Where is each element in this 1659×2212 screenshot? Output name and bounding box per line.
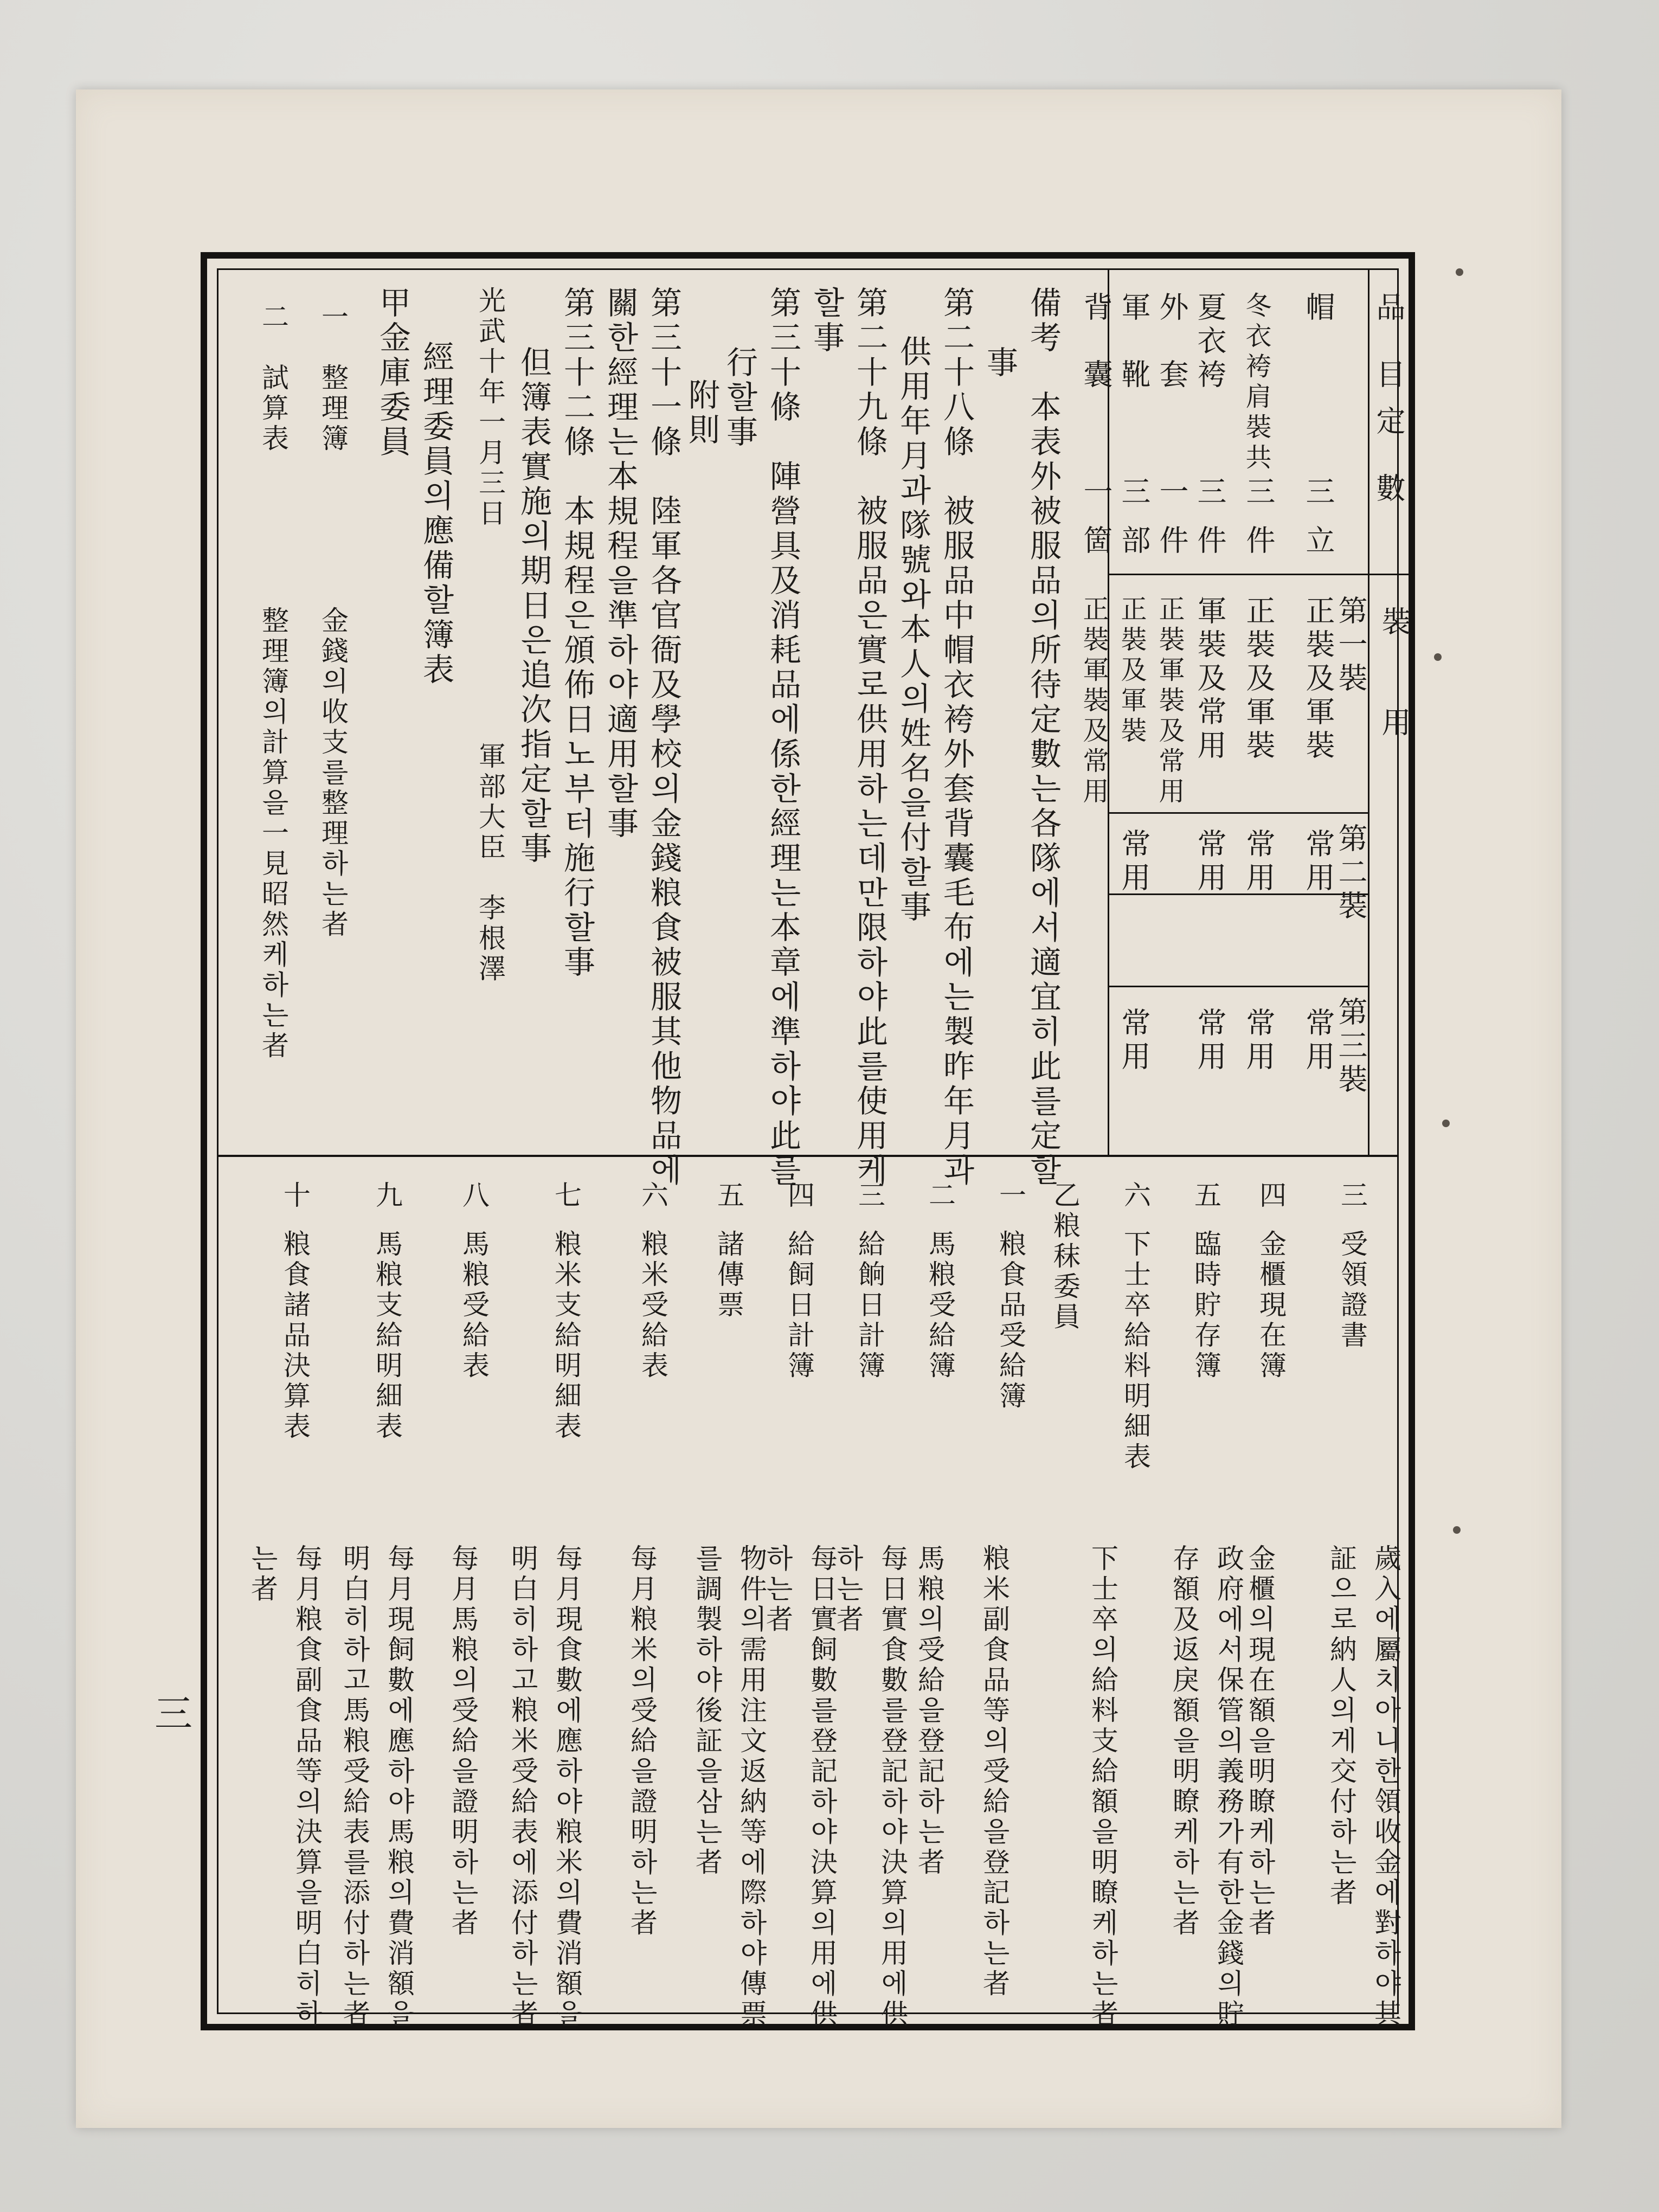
entry-description: 粮米副食品等의受給을登記하는者 <box>979 1544 1010 1999</box>
row-unit: 件 <box>1242 525 1276 558</box>
entry-name: 給飼日計簿 <box>783 1230 815 1381</box>
section-divider <box>218 1155 1397 1157</box>
row-third: 常用 <box>1301 1007 1335 1075</box>
entry-number: 七 <box>550 1181 582 1211</box>
entry-description: 政府에서保管의義務가有한金錢의貯存額及返戾額을明瞭케하는者 <box>1168 1544 1244 2030</box>
section-heading: 經理委員의應備할簿表 <box>417 340 454 687</box>
entry-number: 一 <box>995 1181 1026 1211</box>
entry-name: 諸傳票 <box>713 1230 744 1321</box>
article-line: 但簿表實施의期日은追次指定할事 <box>515 346 552 866</box>
row-first: 正裝及軍裝 <box>1301 595 1335 763</box>
row-item: 夏衣袴 <box>1193 292 1227 393</box>
entry-name: 粮食品受給簿 <box>995 1230 1026 1412</box>
row-quota: 一 <box>1079 476 1113 510</box>
row-item: 軍 靴 <box>1117 292 1151 393</box>
entry-number: 八 <box>458 1181 490 1211</box>
page-number: 三 <box>155 1692 192 1736</box>
entry-name: 給餉日計簿 <box>854 1230 885 1381</box>
row-item: 背 囊 <box>1079 292 1113 393</box>
row-quota: 三 <box>1242 476 1276 510</box>
row-first: 正裝軍裝及常用 <box>1078 595 1109 808</box>
entry-description: 馬粮의受給을登記하는者 <box>914 1544 945 1878</box>
header-second: 第二裝 <box>1334 823 1368 924</box>
note-line: 事 <box>981 346 1018 381</box>
page-frame <box>201 252 1415 2030</box>
entry-name: 臨時貯存簿 <box>1190 1230 1221 1381</box>
article-line: 第三十一條 陸軍各官衙及學校의金錢粮食被服其他物品에 <box>645 286 682 1188</box>
ledger-entry: 二 試算表 整理簿의計算을一見昭然케하는者 <box>258 303 289 1062</box>
entry-description: 每日實飼數를登記하야決算의用에供하는者 <box>762 1544 838 2030</box>
entry-description: 每月粮米의受給을證明하는者 <box>626 1544 658 1939</box>
row-second: 常用 <box>1117 828 1151 896</box>
row-quota: 三 <box>1301 476 1335 510</box>
row-unit: 件 <box>1193 525 1227 558</box>
entry-description: 每日實食數를登記하야決算의用에供하는者 <box>832 1544 908 2030</box>
row-third: 常用 <box>1117 1007 1151 1075</box>
entry-description: 每月馬粮의受給을證明하는者 <box>447 1544 479 1939</box>
date-signature-line: 光武十年一月三日 軍部大臣 李根澤 <box>474 286 506 985</box>
header-third: 第三裝 <box>1334 996 1368 1097</box>
entry-number: 六 <box>637 1181 668 1211</box>
entry-number: 十 <box>279 1181 311 1211</box>
row-quota: 三 <box>1117 476 1151 510</box>
row-second: 常用 <box>1193 828 1227 896</box>
entry-number: 四 <box>1255 1181 1287 1211</box>
header-quota: 定 數 <box>1372 406 1406 506</box>
entry-number: 三 <box>854 1181 885 1211</box>
note-line: 備考 本表外被服品의所待定數는各隊에서適宜히此를定할 <box>1025 286 1062 1188</box>
entry-name: 金櫃現在簿 <box>1255 1230 1287 1381</box>
entry-description: 下士卒의給料支給額을明瞭케하는者 <box>1087 1544 1118 2030</box>
entry-description: 每月現飼數에應하야馬粮의費消額을明白히하고馬粮受給表를添付하는者 <box>339 1544 415 2030</box>
article-line: 行할事 <box>721 346 758 450</box>
row-quota: 一 <box>1155 476 1189 510</box>
row-third: 常用 <box>1242 1007 1276 1075</box>
entry-number: 九 <box>371 1181 403 1211</box>
entry-description: 每月現食數에應하야粮米의費消額을明白히하고粮米受給表에添付하는者 <box>507 1544 583 2030</box>
row-unit: 部 <box>1117 525 1151 558</box>
entry-number: 五 <box>1190 1181 1221 1211</box>
row-item: 帽 <box>1301 292 1335 325</box>
entry-name: 馬粮受給簿 <box>924 1230 956 1381</box>
header-usage: 裝 用 <box>1377 606 1411 741</box>
entry-name: 粮米支給明細表 <box>550 1230 582 1442</box>
article-line: 關한經理는本規程을準하야適用할事 <box>602 286 639 841</box>
table-header-line <box>1108 574 1411 575</box>
entry-description: 金櫃의現在額을明瞭케하는者 <box>1244 1544 1276 1939</box>
entry-name: 馬粮受給表 <box>458 1230 490 1381</box>
row-third: 常用 <box>1193 1007 1227 1075</box>
article-line: 第二十九條 被服品은實로供用하는데만限하야此를使用케 <box>851 286 888 1188</box>
punch-hole-icon <box>1434 653 1442 661</box>
header-first: 第一裝 <box>1334 595 1368 696</box>
entry-description: 物件의需用注文返納等에際하야傳票를調製하야後証을삼는者 <box>691 1544 767 2030</box>
entry-name: 粮米受給表 <box>637 1230 668 1381</box>
table-line <box>1108 812 1368 814</box>
row-unit: 件 <box>1155 525 1189 558</box>
article-line: 供用年月과隊號와本人의姓名을付할事 <box>895 335 931 925</box>
punch-hole-icon <box>1442 1120 1450 1127</box>
table-line <box>1108 986 1368 987</box>
article-line: 할事 <box>808 286 845 356</box>
entry-number: 六 <box>1120 1181 1151 1211</box>
article-line: 第三十二條 本規程은頒佈日노부터施行할事 <box>558 286 595 980</box>
entry-number: 五 <box>713 1181 744 1211</box>
article-line: 第三十條 陣營具及消耗品에係한經理는本章에準하야此를 <box>764 286 801 1188</box>
entry-number: 四 <box>783 1181 815 1211</box>
row-item: 外 套 <box>1155 292 1189 393</box>
row-first: 軍裝及常用 <box>1193 595 1227 763</box>
row-first: 正裝及軍裝 <box>1116 595 1147 747</box>
punch-hole-icon <box>1456 268 1463 276</box>
entry-description: 每月粮食副食品等의決算을明白히하는者 <box>247 1544 323 2030</box>
row-quota: 三 <box>1193 476 1227 510</box>
row-second: 常用 <box>1242 828 1276 896</box>
entry-number: 三 <box>1336 1181 1368 1211</box>
header-item: 品 目 <box>1372 292 1406 393</box>
subsection-heading: 甲金庫委員 <box>374 286 411 460</box>
punch-hole-icon <box>1453 1526 1461 1534</box>
row-unit: 箇 <box>1079 525 1113 558</box>
entry-name: 粮食諸品決算表 <box>279 1230 311 1442</box>
ledger-entry: 一 整理簿 金錢의收支를整理하는者 <box>317 303 349 940</box>
subsection-heading: 乙粮秣委員 <box>1049 1181 1081 1333</box>
entry-description: 歲入에屬치아니한領收金에對하야其証으로納人의게交付하는者 <box>1326 1544 1401 2030</box>
page-frame-inner <box>217 268 1411 2030</box>
row-unit: 立 <box>1301 525 1335 558</box>
article-line: 第二十八條 被服品中帽衣袴外套背囊毛布에는製昨年月과 <box>938 286 975 1188</box>
row-first: 正裝軍裝及常用 <box>1154 595 1185 808</box>
row-first: 正裝及軍裝 <box>1242 595 1276 763</box>
supplementary-heading: 附則 <box>683 378 720 448</box>
entry-name: 下士卒給料明細表 <box>1120 1230 1151 1472</box>
entry-number: 二 <box>924 1181 956 1211</box>
row-item: 冬衣袴肩裝共 <box>1241 292 1271 474</box>
entry-name: 受領證書 <box>1336 1230 1368 1351</box>
entry-name: 馬粮支給明細表 <box>371 1230 403 1442</box>
row-second: 常用 <box>1301 828 1335 896</box>
